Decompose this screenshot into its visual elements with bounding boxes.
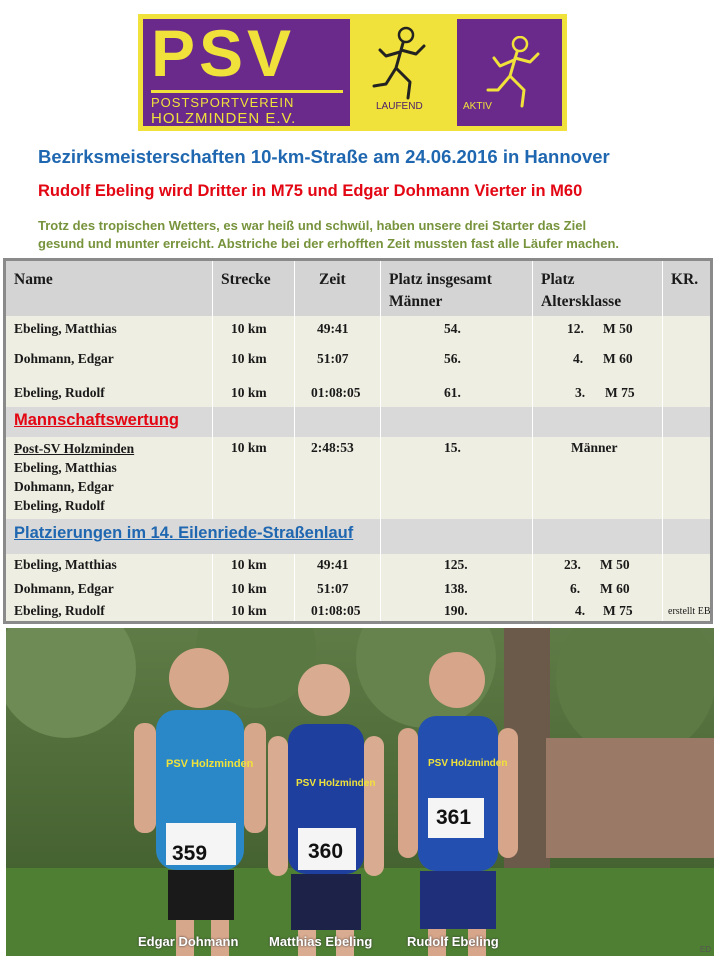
shirt-text: PSV Holzminden [296,778,376,789]
team-section-row [6,407,710,437]
results-table [3,258,713,624]
result-zeit: 51:07 [317,351,349,366]
result-platz: 190. [444,603,468,618]
team-section-title: Mannschaftswertung [14,411,180,429]
table-row [6,554,710,578]
team-zeit: 2:48:53 [311,440,354,455]
result-strecke: 10 km [231,321,267,336]
table-row [6,377,710,407]
team-strecke: 10 km [231,440,267,455]
logo-divider [151,90,343,93]
table-row [6,316,710,346]
result-ak: M 75 [603,603,633,618]
table-row [6,602,710,621]
result-platz: 125. [444,557,468,572]
shirt-text: PSV Holzminden [166,758,254,770]
header-altersklasse: Platz Altersklasse [533,261,663,316]
team-platz: 15. [444,440,461,455]
psv-logo [138,14,567,131]
photo-caption: Matthias Ebeling [269,934,373,949]
eilenriede-section-title: Platzierungen im 14. Eilenriede-Straßenlauf [14,524,354,542]
result-name: Ebeling, Matthias [14,557,117,572]
result-ak: M 75 [605,385,635,400]
logo-holzminden: HOLZMINDEN E.V. [151,110,297,127]
result-ak-platz: 4. [573,351,584,366]
bib-number: 359 [172,842,208,865]
header-platz-gesamt: Platz insgesamt Männer [381,261,533,316]
credit-note: erstellt EB [668,606,711,617]
photo-caption: Rudolf Ebeling [407,934,499,949]
team-member: Ebeling, Matthias [14,460,117,475]
bib-number: 360 [308,840,344,863]
result-ak: M 50 [603,321,633,336]
result-zeit: 01:08:05 [311,385,361,400]
header-zeit: Zeit [295,261,381,316]
intro-line: gesund und munter erreicht. Abstriche bei der erhofften Zeit mussten fast alle Läufer machen. [38,236,620,251]
result-ak: M 50 [600,557,630,572]
header-kr: KR. [663,261,710,316]
logo-left-panel [143,16,350,127]
photo-caption: Edgar Dohmann [138,934,239,949]
team-klasse: Männer [571,440,618,455]
page-subtitle: Rudolf Ebeling wird Dritter in M75 und Edgar Dohmann Vierter in M60 [38,182,583,200]
result-platz: 54. [444,321,461,336]
runner-icon [366,26,436,104]
result-platz: 138. [444,581,468,596]
result-platz: 61. [444,385,461,400]
result-ak-platz: 6. [570,581,581,596]
photo-corner-mark: ED [699,945,711,954]
team-name: Post-SV Holzminden [14,441,135,456]
result-strecke: 10 km [231,385,267,400]
team-row [6,437,710,519]
table-row [6,346,710,377]
header-name: Name [6,261,213,316]
intro-text [38,217,703,253]
result-ak-platz: 12. [567,321,584,336]
result-name: Dohmann, Edgar [14,581,114,596]
table-row [6,578,710,602]
header-strecke: Strecke [213,261,295,316]
result-zeit: 51:07 [317,581,349,596]
result-ak-platz: 3. [575,385,586,400]
result-name: Ebeling, Matthias [14,321,117,336]
result-zeit: 01:08:05 [311,603,361,618]
result-strecke: 10 km [231,603,267,618]
logo-psv-text: PSV [151,16,296,90]
team-member: Dohmann, Edgar [14,479,114,494]
intro-line: Trotz des tropischen Wetters, es war heiß und schwül, haben unsere drei Starter das Ziel [38,218,587,233]
shirt-text: PSV Holzminden [428,758,508,769]
table-header-row [6,261,710,316]
result-strecke: 10 km [231,581,267,596]
eilenriede-section-row [6,519,710,554]
result-strecke: 10 km [231,351,267,366]
result-ak: M 60 [603,351,633,366]
result-ak-platz: 4. [575,603,586,618]
result-strecke: 10 km [231,557,267,572]
logo-laufend: LAUFEND [376,101,423,112]
photo-illustration [6,628,714,956]
result-platz: 56. [444,351,461,366]
result-name: Ebeling, Rudolf [14,385,105,400]
result-name: Dohmann, Edgar [14,351,114,366]
result-zeit: 49:41 [317,321,349,336]
logo-postsportverein: POSTSPORTVEREIN [151,95,295,110]
result-ak-platz: 23. [564,557,581,572]
result-name: Ebeling, Rudolf [14,603,105,618]
page-title: Bezirksmeisterschaften 10-km-Straße am 24.06.2016 in Hannover [38,146,610,167]
team-photo [6,628,714,956]
bib-number: 361 [436,806,472,829]
team-member: Ebeling, Rudolf [14,498,105,513]
logo-aktiv: AKTIV [463,101,492,112]
result-zeit: 49:41 [317,557,349,572]
result-ak: M 60 [600,581,630,596]
